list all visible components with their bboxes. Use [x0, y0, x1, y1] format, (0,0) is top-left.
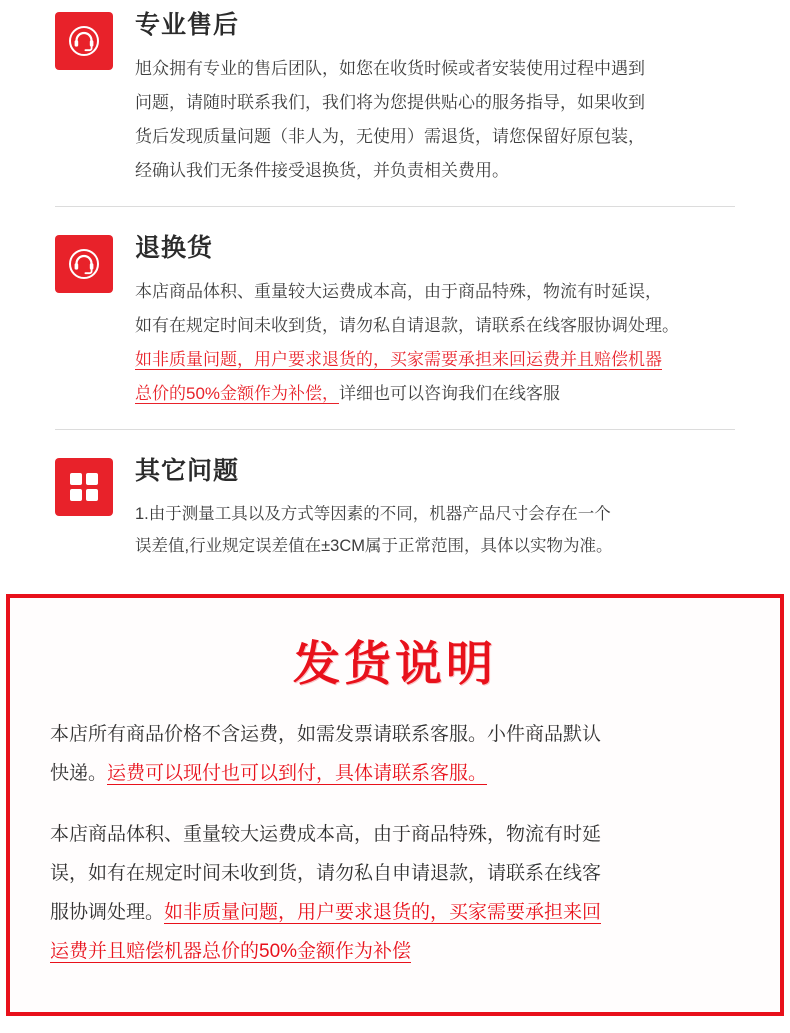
shipping-p2-highlight-2: 运费并且赔偿机器总价的50%金额作为补偿	[50, 940, 412, 962]
faq-line: 货后发现质量问题（非人为，无使用）需退货，请您保留好原包装，	[135, 127, 645, 146]
faq-line-red: 如非质量问题，用户要求退货的，买家需要承担来回运费并且赔偿机器	[135, 350, 662, 369]
shipping-notice-section	[0, 594, 790, 1015]
headset-support-icon	[55, 235, 113, 293]
shipping-notice-box	[6, 594, 784, 1015]
four-squares-icon	[55, 458, 113, 516]
faq-body	[135, 8, 735, 188]
faq-line-red: 总价的50%金额作为补偿，	[135, 384, 340, 403]
faq-line-plain: 详细也可以咨询我们在线客服	[339, 384, 561, 403]
faq-line: 本店商品体积、重量较大运费成本高，由于商品特殊，物流有时延误，	[135, 282, 662, 301]
faq-body	[135, 231, 735, 411]
shipping-notice-title: 发货说明	[293, 637, 497, 691]
faq-body	[135, 454, 735, 562]
shipping-paragraph-1	[50, 716, 740, 794]
faq-line-highlight	[135, 343, 735, 377]
faq-text	[135, 498, 735, 562]
shipping-paragraph-2	[50, 816, 740, 972]
headset-support-icon	[55, 12, 113, 70]
shipping-p2-lead2: 误，如有在规定时间未收到货，请勿私自申请退款，请联系在线客	[50, 862, 602, 884]
faq-text	[135, 275, 735, 411]
faq-text	[135, 52, 735, 188]
faq-line: 问题，请随时联系我们，我们将为您提供贴心的服务指导，如果收到	[135, 93, 645, 112]
faq-line: 1.由于测量工具以及方式等因素的不同，机器产品尺寸会存在一个	[135, 505, 611, 523]
shipping-p2-lead3: 服协调处理。	[50, 901, 165, 923]
faq-line: 误差值,行业规定误差值在±3CM属于正常范围，具体以实物为准。	[135, 537, 613, 556]
shipping-p1-highlight: 运费可以现付也可以到付，具体请联系客服。	[107, 762, 488, 784]
faq-title: 其它问题	[135, 457, 240, 485]
faq-block-after-sales	[55, 0, 735, 206]
four-squares-glyph	[70, 473, 98, 501]
shipping-p2-highlight-1: 如非质量问题，用户要求退货的，买家需要承担来回	[164, 901, 602, 923]
faq-block-other-questions	[55, 429, 735, 580]
shipping-p1-lead2: 快递。	[50, 762, 108, 784]
faq-title: 退换货	[135, 234, 214, 262]
faq-line: 旭众拥有专业的售后团队，如您在收货时候或者安装使用过程中遇到	[135, 59, 645, 78]
faq-title: 专业售后	[135, 11, 240, 39]
shipping-p2-lead: 本店商品体积、重量较大运费成本高，由于商品特殊，物流有时延	[50, 823, 602, 845]
faq-block-returns-exchange	[55, 206, 735, 429]
shipping-p1-lead: 本店所有商品价格不含运费，如需发票请联系客服。小件商品默认	[50, 724, 602, 746]
faq-line: 经确认我们无条件接受退换货，并负责相关费用。	[135, 161, 509, 180]
faq-line-mixed	[135, 377, 735, 411]
faq-line: 如有在规定时间未收到货，请勿私自请退款，请联系在线客服协调处理。	[135, 316, 679, 335]
